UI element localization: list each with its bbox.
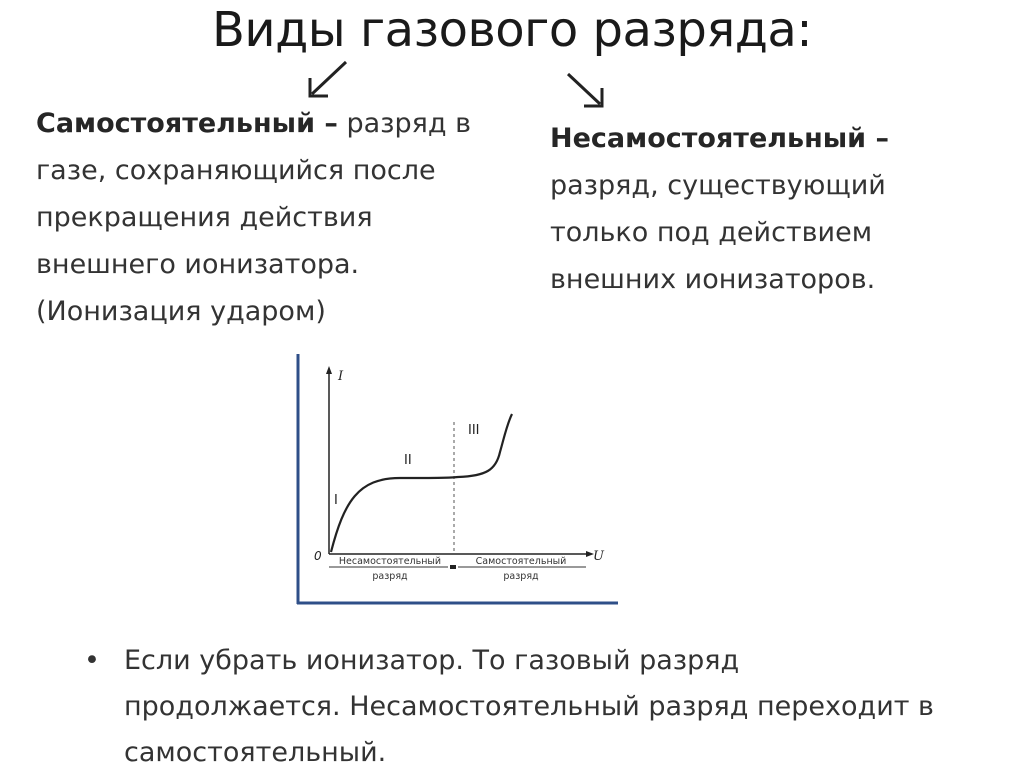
zone-right-label-1: Самостоятельный [475, 556, 567, 567]
bullet-line3: самостоятельный. [124, 737, 387, 768]
bullet-text [124, 638, 1014, 776]
region-2-label: II [404, 453, 412, 468]
self-sustained-definition [36, 100, 516, 335]
def-right-line2: разряд, существующий [550, 170, 886, 201]
self-sustained-term: Самостоятельный – [36, 108, 338, 139]
y-axis-label: I [338, 369, 344, 384]
def-left-line4: внешнего ионизатора. [36, 249, 360, 280]
iv-characteristic-figure [296, 352, 620, 606]
zone-left-label-1: Несамостоятельный [338, 556, 442, 567]
def-right-line4: внешних ионизаторов. [550, 264, 876, 295]
bullet-icon: • [84, 645, 100, 676]
region-3-label: III [468, 423, 480, 438]
region-1-label: I [334, 493, 338, 508]
bullet-line2: продолжается. Несамостоятельный разряд переходит в [124, 691, 934, 722]
iv-curve [331, 414, 512, 552]
bullet-line1: Если убрать ионизатор. То газовый разряд [124, 645, 740, 676]
non-self-sustained-term: Несамостоятельный – [550, 123, 889, 154]
def-left-line1: разряд в [337, 108, 472, 139]
def-left-line3: прекращения действия [36, 202, 373, 233]
arrow-left-icon [300, 56, 360, 106]
origin-label: 0 [314, 549, 322, 563]
def-right-line3: только под действием [550, 217, 873, 248]
x-axis-label: U [593, 549, 604, 564]
bracket-joint [450, 565, 456, 569]
zone-left-label-2: разряд [372, 571, 408, 582]
def-left-line5: (Ионизация ударом) [36, 296, 326, 327]
non-self-sustained-definition [550, 115, 970, 303]
iv-graph [296, 352, 620, 606]
zone-right-label-2: разряд [503, 571, 539, 582]
y-axis-arrow [326, 366, 332, 374]
slide-title: Виды газового разряда: [211, 2, 812, 58]
def-left-line2: газе, сохраняющийся после [36, 155, 436, 186]
arrow-right-icon [562, 68, 612, 114]
